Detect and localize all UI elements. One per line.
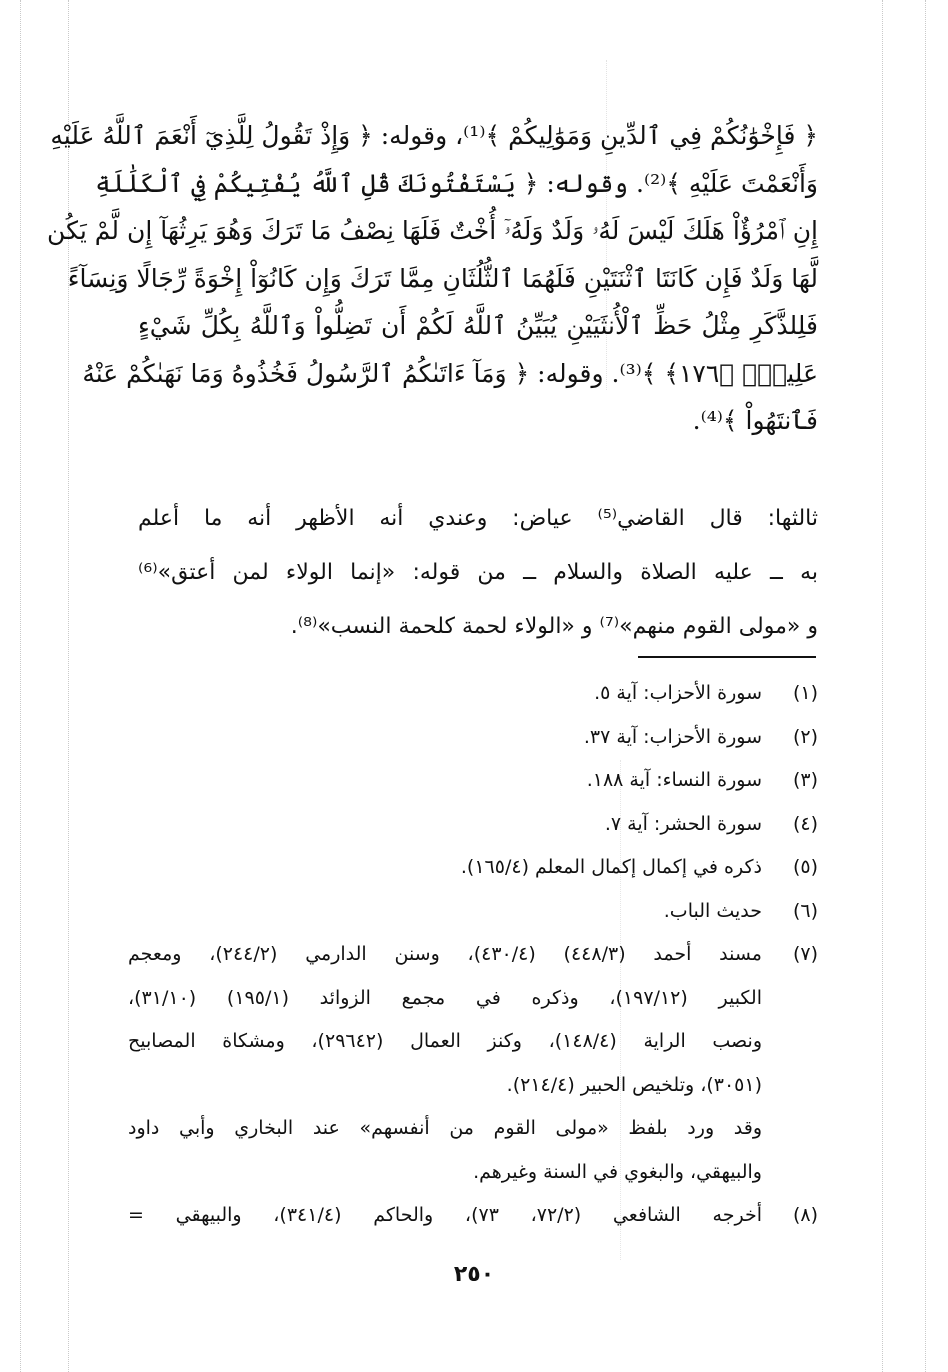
scan-artifact-line <box>20 0 21 1372</box>
footnote-number: (٧) <box>792 943 818 965</box>
quran-line: إِنِ ٱمْرُؤٌاْ هَلَكَ لَيْسَ لَهُۥ وَلَدٌ وَلَهُۥٓ أُخْتٌ فَلَهَا نِصْفُ مَا تَرَكَ وَهُوَ يَرِثُهَآ إِن لَّمْ يَكُن <box>47 216 818 245</box>
footnote-text: سورة الحشر: آية ٧. <box>604 812 762 835</box>
footnote-item <box>128 672 818 716</box>
footnote-item <box>128 1194 818 1238</box>
footnote-number: (٦) <box>792 899 818 922</box>
quran-line: عَلِيمٌۢ ﴿١٧٦﴾ ﴾⁽³⁾. وقوله: ﴿ وَمَآ ءَاتَىٰكُمُ ٱلرَّسُولُ فَخُذُوهُ وَمَا نَهَىٰكُمْ عَنْهُ <box>82 358 818 388</box>
footnote-number: (٨) <box>792 1204 818 1226</box>
footnote-text: سورة الأحزاب: آية ٣٧. <box>583 725 762 748</box>
footnote-text: حديث الباب. <box>663 899 762 922</box>
footnote-number: (١) <box>792 682 818 704</box>
quran-line: ﴿ فَإِخْوَٰنُكُمْ فِي ٱلدِّينِ وَمَوَٰلِيكُمْ ﴾⁽¹⁾، وقوله: ﴿ وَإِذْ تَقُولُ لِلَّذِيٓ أَنْعَمَ ٱللَّهُ عَلَيْهِ <box>50 121 818 150</box>
quran-line: فَلِلذَّكَرِ مِثْلُ حَظِّ ٱلْأُنثَيَيْنِ يُبَيِّنُ ٱللَّهُ لَكُمْ أَن تَضِلُّواْ وَٱللَّهُ بِكُلِّ شَيْءٍ <box>138 311 818 340</box>
footnote-separator <box>638 656 816 658</box>
footnotes-list <box>128 672 818 1238</box>
paragraph-line: و «مولى القوم منهم»⁽⁷⁾ و «الولاء لحمة كلحمة النسب»⁽⁸⁾. <box>290 614 818 639</box>
footnote-item <box>128 846 818 890</box>
quran-line: لَّهَا وَلَدٌ فَإِن كَانَتَا ٱثْنَتَيْنِ فَلَهُمَا ٱلثُّلُثَانِ مِمَّا تَرَكَ وَإِن كَانُوٓاْ إِخْوَةً رِّجَالًا وَنِسَآءً <box>67 263 818 293</box>
quran-verses-block <box>47 112 818 445</box>
quran-line: فَٱنتَهُواْ ﴾⁽⁴⁾. <box>692 406 818 435</box>
footnote-text: سورة الأحزاب: آية ٥. <box>594 682 762 704</box>
footnote-text: مسند أحمد (٤٤٨/٣) (٤٣٠/٤)، وسنن الدارمي (٢٤٤/٢)، ومعجم <box>128 943 762 965</box>
footnote-number: (٣) <box>792 769 818 791</box>
footnote-text: ذكره في إكمال إكمال المعلم (١٦٥/٤). <box>460 856 762 878</box>
footnote-text: الكبير (١٩٧/١٢)، وذكره في مجمع الزوائد (١٩٥/١) (٣١/١٠)، <box>128 986 762 1009</box>
footnote-item <box>128 933 818 1194</box>
footnote-item <box>128 890 818 934</box>
body-paragraph <box>138 492 818 654</box>
footnote-number: (٢) <box>792 725 818 748</box>
footnote-item <box>128 759 818 803</box>
quran-line: وَأَنْعَمْتَ عَلَيْهِ ﴾⁽²⁾. وقوله: ﴿ يَسْتَفْتُونَكَ قُلِ ٱللَّهُ يُفْتِيكُمْ فِي ٱلْكَلَٰلَةِ <box>95 168 818 198</box>
footnote-item <box>128 716 818 760</box>
footnote-number: (٤) <box>792 812 818 835</box>
footnote-text: سورة النساء: آية ١٨٨. <box>586 769 762 791</box>
footnote-text: وقد ورد بلفظ «مولى القوم من أنفسهم» عند البخاري وأبي داود <box>128 1117 762 1139</box>
paragraph-line: به ــ عليه الصلاة والسلام ــ من قوله: «إنما الولاء لمن أعتق»⁽⁶⁾ <box>138 560 818 585</box>
footnote-text: (٣٠٥١)، وتلخيص الحبير (٢١٤/٤). <box>506 1073 762 1096</box>
scan-artifact-line <box>925 0 926 1372</box>
footnote-item <box>128 803 818 847</box>
paragraph-line: ثالثها: قال القاضي⁽⁵⁾ عياض: وعندي أنه الأظهر أنه ما أعلم <box>138 506 818 531</box>
footnote-text: ونصب الراية (١٤٨/٤)، وكنز العمال (٢٩٦٤٢)، ومشكاة المصابيح <box>128 1030 762 1052</box>
page-number: ٢٥٠ <box>453 1262 495 1287</box>
footnote-text: أخرجه الشافعي (٧٢/٢، ٧٣)، والحاكم (٣٤١/٤)، والبيهقي = <box>128 1204 762 1226</box>
footnote-text: والبيهقي، والبغوي في السنة وغيرهم. <box>473 1160 762 1183</box>
scan-artifact-line <box>68 0 69 1372</box>
scan-artifact-line <box>882 0 883 1372</box>
footnote-number: (٥) <box>792 856 818 878</box>
